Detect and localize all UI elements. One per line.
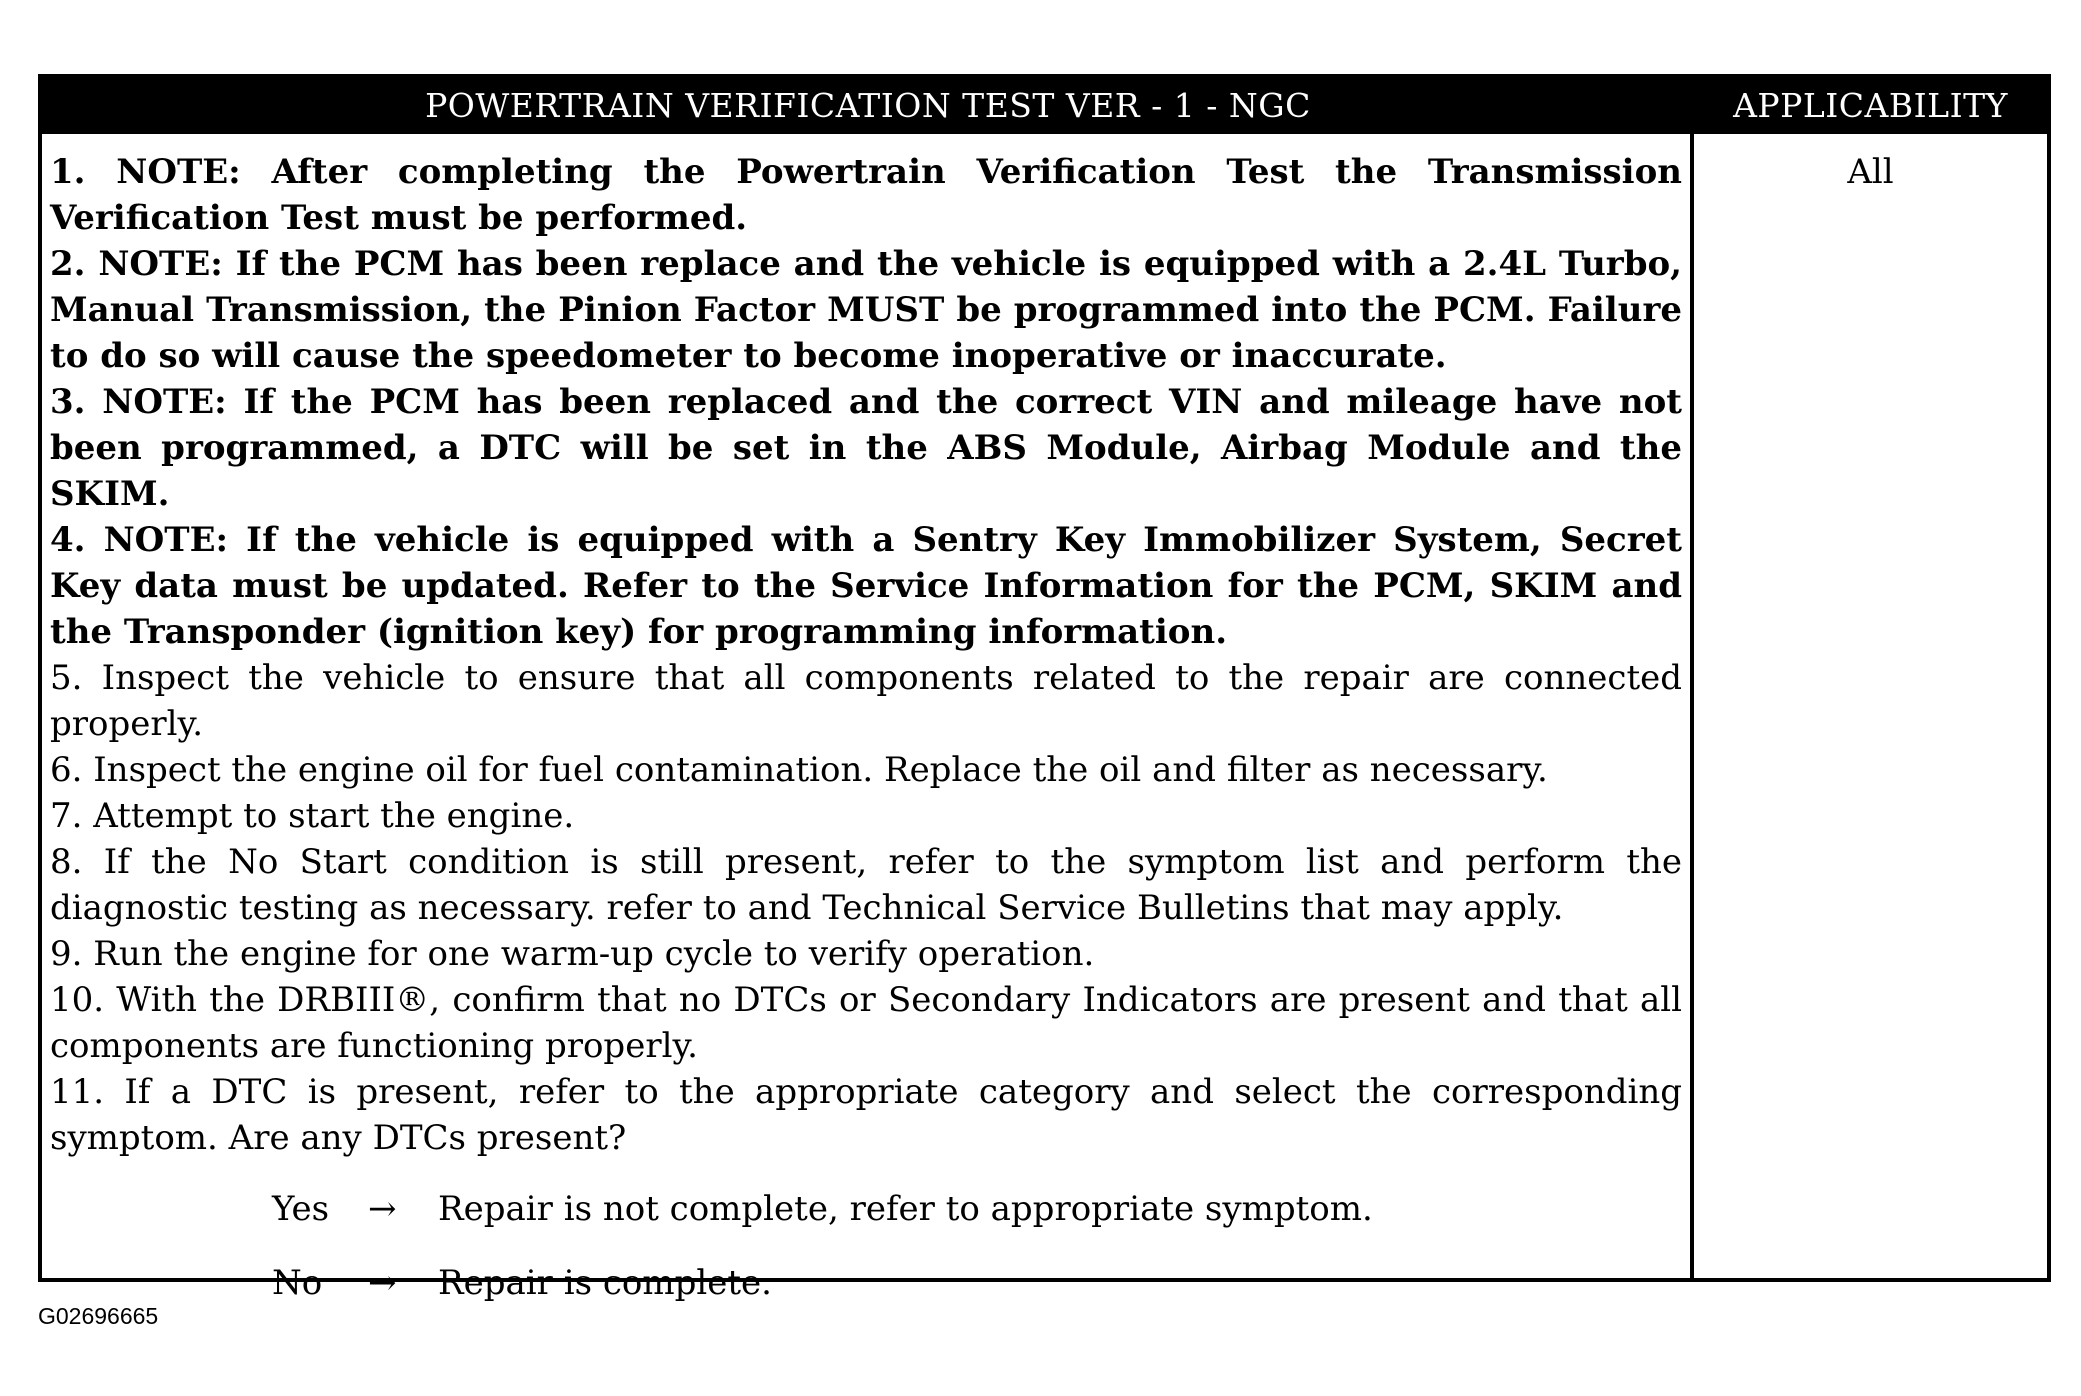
answer-yes-label: Yes [272, 1189, 330, 1229]
step-11: 11. If a DTC is present, refer to the appropriate category and select the corresponding symptom. Are any DTCs present? [50, 1072, 1682, 1158]
applicability-heading: APPLICABILITY [1733, 86, 2008, 125]
step-1: 1. NOTE: After completing the Powertrain Verification Test the Transmission Verification Test must be performed. [50, 152, 1682, 238]
answer-no-text: Repair is complete. [438, 1263, 772, 1303]
step-9: 9. Run the engine for one warm-up cycle to verify operation. [50, 934, 1095, 974]
figure-id: G02696665 [38, 1303, 159, 1329]
test-title: POWERTRAIN VERIFICATION TEST VER - 1 - NGC [425, 86, 1311, 125]
step-8: 8. If the No Start condition is still present, refer to the symptom list and perform the diagnostic testing as necessary. refer to and Technical Service Bulletins that may apply. [50, 842, 1682, 928]
arrow-right-icon: → [368, 1189, 397, 1229]
step-2: 2. NOTE: If the PCM has been replace and the vehicle is equipped with a 2.4L Turbo, Manual Transmission, the Pinion Factor MUST be programmed into the PCM. Failure to do so will cause the speedometer to become inoperative or inaccurate. [50, 244, 1682, 376]
arrow-right-icon: → [368, 1263, 397, 1303]
step-5: 5. Inspect the vehicle to ensure that all components related to the repair are connected properly. [50, 658, 1682, 744]
step-list [50, 149, 1682, 1161]
applicability-value: All [1847, 152, 1894, 192]
answer-no-label: No [272, 1263, 323, 1303]
step-7: 7. Attempt to start the engine. [50, 796, 575, 836]
answer-yes-text: Repair is not complete, refer to appropriate symptom. [438, 1189, 1373, 1229]
step-3: 3. NOTE: If the PCM has been replaced and the correct VIN and mileage have not been programmed, a DTC will be set in the ABS Module, Airbag Module and the SKIM. [50, 382, 1682, 514]
verification-test-table [38, 74, 2051, 1303]
column-divider [1690, 134, 1694, 1278]
step-4: 4. NOTE: If the vehicle is equipped with a Sentry Key Immobilizer System, Secret Key data must be updated. Refer to the Service Information for the PCM, SKIM and the Transponder (ignition key) for programming information. [50, 520, 1682, 652]
step-6: 6. Inspect the engine oil for fuel contamination. Replace the oil and filter as necessary. [50, 750, 1548, 790]
table-header [42, 78, 2047, 134]
step-10: 10. With the DRBIII®, confirm that no DTCs or Secondary Indicators are present and that all components are functioning properly. [50, 980, 1682, 1066]
